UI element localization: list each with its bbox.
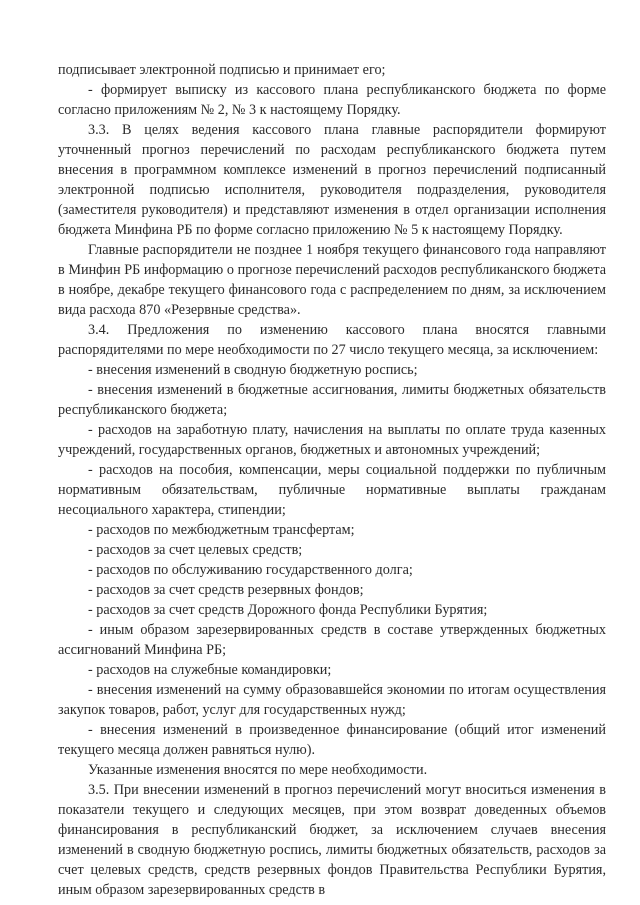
document-page [58, 60, 606, 900]
paragraph: - расходов на заработную плату, начисления на выплаты по оплате труда казенных учреждений, государственных органов, бюджетных и автономных учреждений; [58, 422, 606, 458]
paragraph: 3.4. Предложения по изменению кассового плана вносятся главными распорядителями по мере необходимости по 27 число текущего месяца, за исключением: [58, 322, 606, 358]
paragraph: 3.5. При внесении изменений в прогноз перечислений могут вноситься изменения в показатели текущего и следующих месяцев, при этом возврат доведенных объемов финансирования в республиканский бюджет, за исключением случаев внесения изменений в сводную бюджетную роспись, лимиты бюджетных обязательств, расходов за счет целевых средств, средств резервных фондов Правительства Республики Бурятия, иным образом зарезервированных средств в [58, 782, 606, 898]
paragraph: 3.3. В целях ведения кассового плана главные распорядители формируют уточненный прогноз перечислений по расходам республиканского бюджета путем внесения в программном комплексе изменений в прогноз перечислений подписанный электронной подписью исполнителя, руководителя подразделения, руководителя (заместителя руководителя) и представляют изменения в отдел организации исполнения бюджета Минфина РБ по форме согласно приложению № 5 к настоящему Порядку. [58, 122, 606, 238]
paragraph: - расходов за счет средств резервных фондов; [88, 582, 364, 598]
paragraph: - расходов на служебные командировки; [88, 662, 332, 678]
paragraph: - расходов по обслуживанию государственного долга; [88, 562, 413, 578]
paragraph: - внесения изменений в бюджетные ассигнования, лимиты бюджетных обязательств республиканского бюджета; [58, 382, 606, 418]
paragraph: - формирует выписку из кассового плана республиканского бюджета по форме согласно приложениям № 2, № 3 к настоящему Порядку. [58, 82, 606, 118]
paragraph: Указанные изменения вносятся по мере необходимости. [88, 762, 428, 778]
paragraph: Главные распорядители не позднее 1 ноября текущего финансового года направляют в Минфин РБ информацию о прогнозе перечислений расходов республиканского бюджета в ноябре, декабре текущего финансового года с распределением по дням, за исключением вида расхода 870 «Резервные средства». [58, 242, 606, 318]
paragraph: - внесения изменений в сводную бюджетную роспись; [88, 362, 418, 378]
paragraph: подписывает электронной подписью и принимает его; [58, 62, 386, 78]
paragraph: - расходов за счет целевых средств; [88, 542, 303, 558]
paragraph: - внесения изменений в произведенное финансирование (общий итог изменений текущего месяца должен равняться нулю). [58, 722, 606, 758]
paragraph: - расходов по межбюджетным трансфертам; [88, 522, 355, 538]
paragraph: - расходов за счет средств Дорожного фонда Республики Бурятия; [88, 602, 488, 618]
paragraph: - иным образом зарезервированных средств в составе утвержденных бюджетных ассигнований Минфина РБ; [58, 622, 606, 658]
paragraph: - внесения изменений на сумму образовавшейся экономии по итогам осуществления закупок товаров, работ, услуг для государственных нужд; [58, 682, 606, 718]
paragraph: - расходов на пособия, компенсации, меры социальной поддержки по публичным нормативным обязательствам, публичные нормативные выплаты гражданам несоциального характера, стипендии; [58, 462, 606, 518]
